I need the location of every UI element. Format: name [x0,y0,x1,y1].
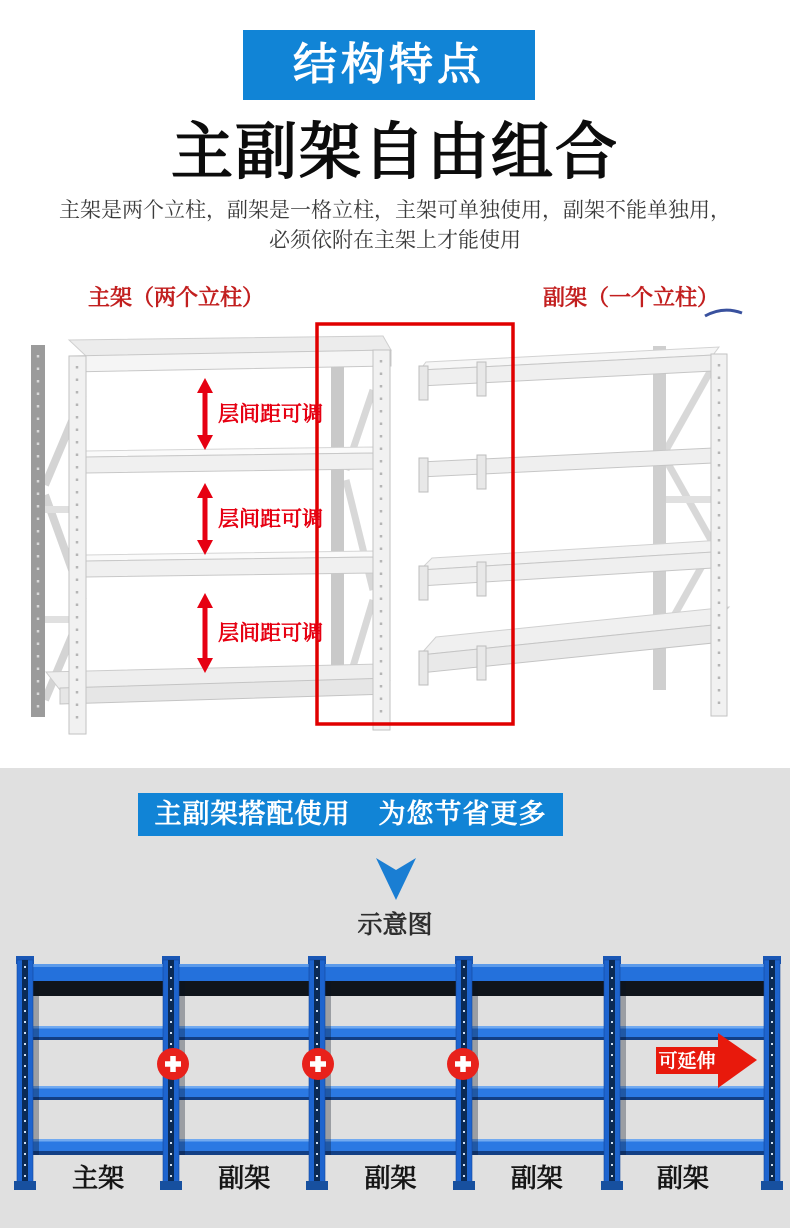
svg-text:层间距可调: 层间距可调 [218,622,323,645]
schematic-caption: 示意图 [357,911,433,939]
spacing-annotation-2 [197,483,323,555]
description-text [0,196,790,256]
rack-label-main: 主架 [72,1163,125,1193]
down-arrow-icon [376,858,416,900]
rack-diagram [0,300,790,750]
arrow-up-icon [197,593,213,608]
extend-arrow-icon [656,1033,757,1088]
rack-label-sub: 副架 [656,1163,709,1193]
plus-icon [302,1048,334,1080]
spacing-annotation-3 [197,593,323,673]
arrow-down-icon [197,540,213,555]
section-badge: 结构特点 [243,30,535,100]
plus-icon [447,1048,479,1080]
rack-label-sub: 副架 [218,1163,271,1193]
svg-text:层间距可调: 层间距可调 [218,403,323,426]
combination-banner: 主副架搭配使用 为您节省更多 [138,793,563,836]
rack-labels-row [25,1158,756,1195]
description-line1: 主架是两个立柱，副架是一格立柱，主架可单独使用，副架不能单独用， [59,199,731,222]
svg-text:可延伸: 可延伸 [658,1051,716,1072]
sub-rack-illustration [419,310,742,716]
main-frame-label: 主架（两个立柱） [88,285,265,310]
sub-frame-label: 副架（一个立柱） [543,285,720,310]
rack-label-sub: 副架 [510,1163,563,1193]
spacing-annotation-1 [197,378,323,450]
svg-text:层间距可调: 层间距可调 [218,508,323,531]
rack-label-sub: 副架 [364,1163,417,1193]
description-line2: 必须依附在主架上才能使用 [269,229,521,252]
swoosh-icon [705,310,742,316]
arrow-up-icon [197,378,213,393]
arrow-down-icon [197,435,213,450]
page-title: 主副架自由组合 [170,118,619,187]
shelf-rows [18,1026,780,1155]
main-rack-illustration [31,336,391,734]
plus-icon [157,1048,189,1080]
arrow-up-icon [197,483,213,498]
